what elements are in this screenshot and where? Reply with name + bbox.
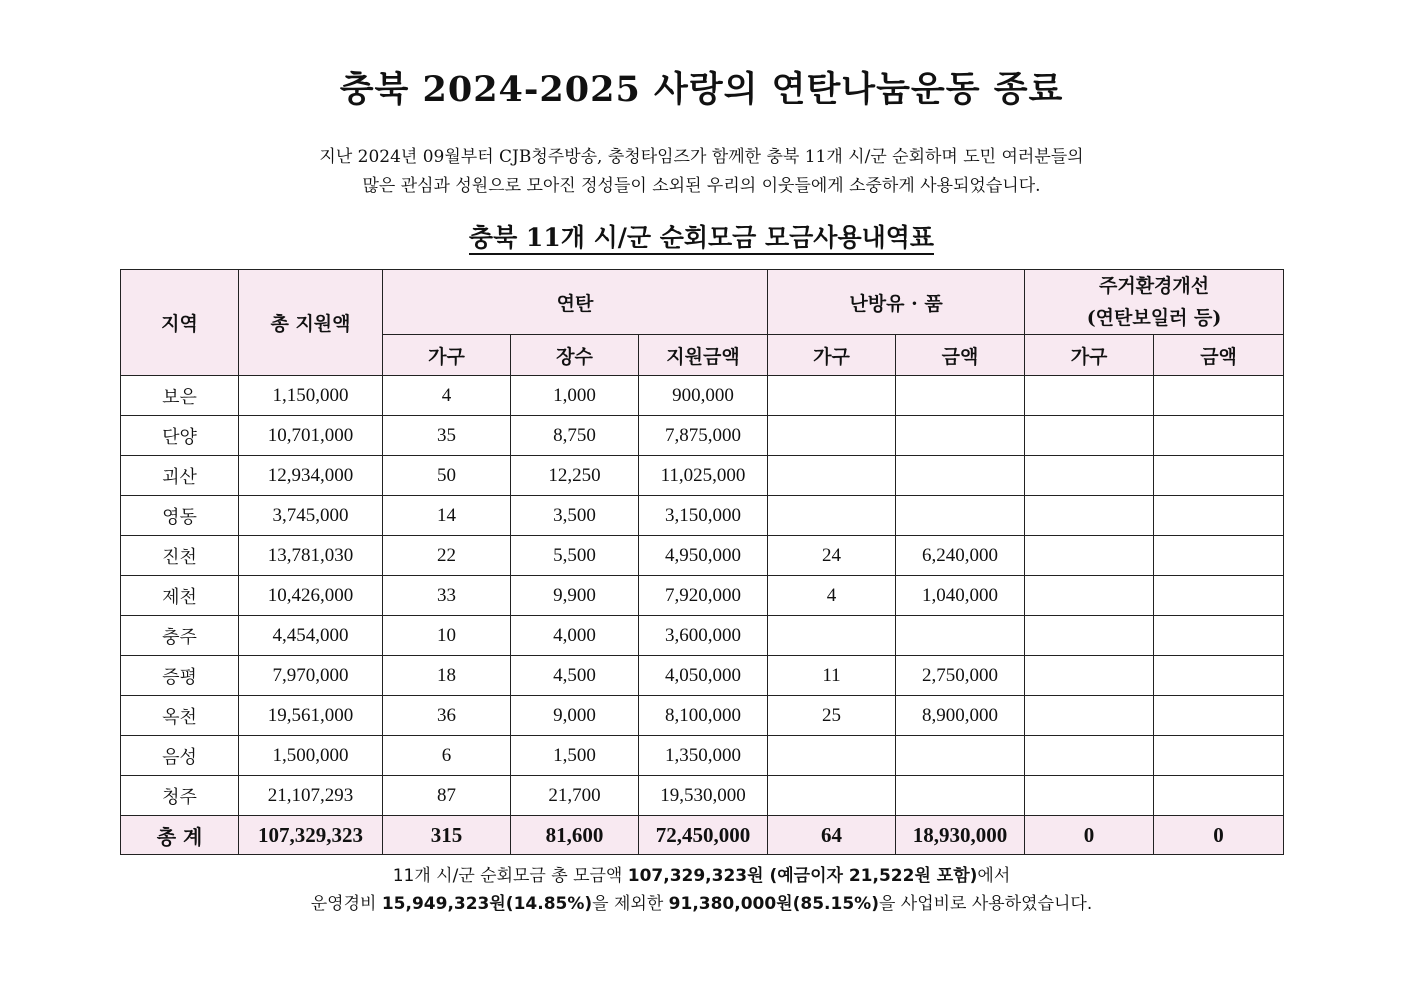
housing-households-cell <box>1025 776 1154 816</box>
heating-households-cell: 24 <box>768 536 896 576</box>
briquette-amount-cell: 3,600,000 <box>639 616 768 656</box>
housing-households-cell <box>1025 496 1154 536</box>
heating-households-cell <box>768 416 896 456</box>
totals-housing-amount: 0 <box>1154 816 1284 855</box>
briquette-amount-cell: 900,000 <box>639 376 768 416</box>
briquette-count-cell: 1,500 <box>511 736 639 776</box>
briquette-count-cell: 4,000 <box>511 616 639 656</box>
page-title: 충북 2024-2025 사랑의 연탄나눔운동 종료 <box>339 69 1064 110</box>
region-cell: 증평 <box>121 656 239 696</box>
region-cell: 보은 <box>121 376 239 416</box>
briquette-households-cell: 36 <box>383 696 511 736</box>
briquette-amount-cell: 11,025,000 <box>639 456 768 496</box>
heating-households-cell: 4 <box>768 576 896 616</box>
heating-households-cell <box>768 496 896 536</box>
housing-households-cell <box>1025 456 1154 496</box>
table-row <box>121 736 1284 776</box>
summary-line-1-text-a: 11개 시/군 순회모금 총 모금액 <box>392 866 628 886</box>
subheader-briquette-amount: 지원금액 <box>639 335 768 376</box>
totals-label: 총 계 <box>121 816 239 855</box>
summary-line-1 <box>0 862 1403 890</box>
briquette-count-cell: 3,500 <box>511 496 639 536</box>
heating-amount-cell <box>896 416 1025 456</box>
heating-amount-cell: 6,240,000 <box>896 536 1025 576</box>
briquette-households-cell: 33 <box>383 576 511 616</box>
heating-amount-cell: 8,900,000 <box>896 696 1025 736</box>
housing-amount-cell <box>1154 776 1284 816</box>
total-cell: 4,454,000 <box>239 616 383 656</box>
heating-amount-cell <box>896 376 1025 416</box>
header-housing-line1: 주거환경개선 <box>1098 275 1210 297</box>
briquette-count-cell: 12,250 <box>511 456 639 496</box>
summary-operating-cost: 15,949,323원(14.85%) <box>381 894 593 914</box>
briquette-amount-cell: 3,150,000 <box>639 496 768 536</box>
subheader-briquette-households: 가구 <box>383 335 511 376</box>
housing-households-cell <box>1025 736 1154 776</box>
briquette-count-cell: 8,750 <box>511 416 639 456</box>
housing-amount-cell <box>1154 656 1284 696</box>
briquette-amount-cell: 7,920,000 <box>639 576 768 616</box>
heating-amount-cell: 1,040,000 <box>896 576 1025 616</box>
table-row <box>121 496 1284 536</box>
totals-briquette-amount: 72,450,000 <box>639 816 768 855</box>
briquette-count-cell: 4,500 <box>511 656 639 696</box>
table-body <box>121 376 1284 816</box>
region-cell: 음성 <box>121 736 239 776</box>
total-cell: 1,500,000 <box>239 736 383 776</box>
header-heating: 난방유 · 품 <box>768 270 1025 335</box>
heating-amount-cell <box>896 456 1025 496</box>
briquette-households-cell: 35 <box>383 416 511 456</box>
briquette-households-cell: 14 <box>383 496 511 536</box>
table-subtitle-text: 충북 11개 시/군 순회모금 모금사용내역표 <box>469 223 934 255</box>
summary-line-2-text-c: 을 제외한 <box>592 894 669 914</box>
table-row <box>121 696 1284 736</box>
totals-row <box>121 816 1284 855</box>
summary-footer <box>0 862 1403 918</box>
housing-amount-cell <box>1154 696 1284 736</box>
briquette-households-cell: 50 <box>383 456 511 496</box>
housing-amount-cell <box>1154 496 1284 536</box>
housing-households-cell <box>1025 576 1154 616</box>
summary-total-amount: 107,329,323원 (예금이자 21,522원 포함) <box>627 866 978 886</box>
heating-amount-cell <box>896 776 1025 816</box>
briquette-households-cell: 18 <box>383 656 511 696</box>
heating-amount-cell: 2,750,000 <box>896 656 1025 696</box>
subheader-housing-amount: 금액 <box>1154 335 1284 376</box>
donation-usage-table <box>120 269 1284 855</box>
briquette-count-cell: 21,700 <box>511 776 639 816</box>
header-housing-line2: (연탄보일러 등) <box>1086 307 1222 329</box>
heating-households-cell <box>768 456 896 496</box>
summary-line-2-text-e: 을 사업비로 사용하였습니다. <box>878 894 1093 914</box>
subheader-heating-amount: 금액 <box>896 335 1025 376</box>
housing-amount-cell <box>1154 576 1284 616</box>
heating-amount-cell <box>896 736 1025 776</box>
totals-briquette-count: 81,600 <box>511 816 639 855</box>
heating-households-cell: 25 <box>768 696 896 736</box>
intro-line-1: 지난 2024년 09월부터 CJB청주방송, 충청타임즈가 함께한 충북 11개 시/군 순회하며 도민 여러분들의 <box>319 147 1084 167</box>
briquette-households-cell: 6 <box>383 736 511 776</box>
region-cell: 영동 <box>121 496 239 536</box>
totals-heating-households: 64 <box>768 816 896 855</box>
table-row <box>121 376 1284 416</box>
totals-briquette-households: 315 <box>383 816 511 855</box>
header-region: 지역 <box>121 270 239 376</box>
briquette-households-cell: 22 <box>383 536 511 576</box>
table-row <box>121 536 1284 576</box>
table-row <box>121 416 1284 456</box>
table-row <box>121 656 1284 696</box>
briquette-households-cell: 10 <box>383 616 511 656</box>
intro-line-2: 많은 관심과 성원으로 모아진 정성들이 소외된 우리의 이웃들에게 소중하게 사용되었습니다. <box>362 176 1041 196</box>
summary-line-2 <box>0 890 1403 918</box>
briquette-amount-cell: 4,950,000 <box>639 536 768 576</box>
totals-total: 107,329,323 <box>239 816 383 855</box>
total-cell: 13,781,030 <box>239 536 383 576</box>
briquette-count-cell: 5,500 <box>511 536 639 576</box>
housing-amount-cell <box>1154 616 1284 656</box>
table-row <box>121 576 1284 616</box>
region-cell: 진천 <box>121 536 239 576</box>
header-total: 총 지원액 <box>239 270 383 376</box>
table-subtitle <box>0 218 1403 254</box>
briquette-count-cell: 1,000 <box>511 376 639 416</box>
housing-households-cell <box>1025 416 1154 456</box>
housing-households-cell <box>1025 696 1154 736</box>
totals-housing-households: 0 <box>1025 816 1154 855</box>
total-cell: 21,107,293 <box>239 776 383 816</box>
heating-households-cell <box>768 376 896 416</box>
table-row <box>121 616 1284 656</box>
housing-households-cell <box>1025 616 1154 656</box>
heating-amount-cell <box>896 496 1025 536</box>
housing-households-cell <box>1025 656 1154 696</box>
region-cell: 충주 <box>121 616 239 656</box>
region-cell: 옥천 <box>121 696 239 736</box>
subheader-briquette-count: 장수 <box>511 335 639 376</box>
heating-households-cell <box>768 736 896 776</box>
briquette-amount-cell: 7,875,000 <box>639 416 768 456</box>
heating-households-cell <box>768 776 896 816</box>
table-row <box>121 776 1284 816</box>
housing-amount-cell <box>1154 736 1284 776</box>
housing-households-cell <box>1025 536 1154 576</box>
summary-line-1-text-c: 에서 <box>977 866 1011 886</box>
briquette-amount-cell: 1,350,000 <box>639 736 768 776</box>
total-cell: 1,150,000 <box>239 376 383 416</box>
briquette-households-cell: 4 <box>383 376 511 416</box>
totals-heating-amount: 18,930,000 <box>896 816 1025 855</box>
region-cell: 단양 <box>121 416 239 456</box>
briquette-count-cell: 9,900 <box>511 576 639 616</box>
housing-amount-cell <box>1154 536 1284 576</box>
subheader-heating-households: 가구 <box>768 335 896 376</box>
subheader-housing-households: 가구 <box>1025 335 1154 376</box>
header-briquette: 연탄 <box>383 270 768 335</box>
heating-households-cell: 11 <box>768 656 896 696</box>
heating-amount-cell <box>896 616 1025 656</box>
total-cell: 10,426,000 <box>239 576 383 616</box>
briquette-amount-cell: 4,050,000 <box>639 656 768 696</box>
housing-amount-cell <box>1154 376 1284 416</box>
region-cell: 제천 <box>121 576 239 616</box>
header-housing <box>1025 270 1284 335</box>
heating-households-cell <box>768 616 896 656</box>
region-cell: 괴산 <box>121 456 239 496</box>
summary-project-cost: 91,380,000원(85.15%) <box>668 894 879 914</box>
housing-households-cell <box>1025 376 1154 416</box>
total-cell: 19,561,000 <box>239 696 383 736</box>
total-cell: 10,701,000 <box>239 416 383 456</box>
briquette-count-cell: 9,000 <box>511 696 639 736</box>
total-cell: 3,745,000 <box>239 496 383 536</box>
housing-amount-cell <box>1154 456 1284 496</box>
region-cell: 청주 <box>121 776 239 816</box>
total-cell: 12,934,000 <box>239 456 383 496</box>
briquette-amount-cell: 8,100,000 <box>639 696 768 736</box>
briquette-amount-cell: 19,530,000 <box>639 776 768 816</box>
intro-paragraph <box>0 143 1403 201</box>
total-cell: 7,970,000 <box>239 656 383 696</box>
briquette-households-cell: 87 <box>383 776 511 816</box>
housing-amount-cell <box>1154 416 1284 456</box>
summary-line-2-text-a: 운영경비 <box>310 894 382 914</box>
table-row <box>121 456 1284 496</box>
